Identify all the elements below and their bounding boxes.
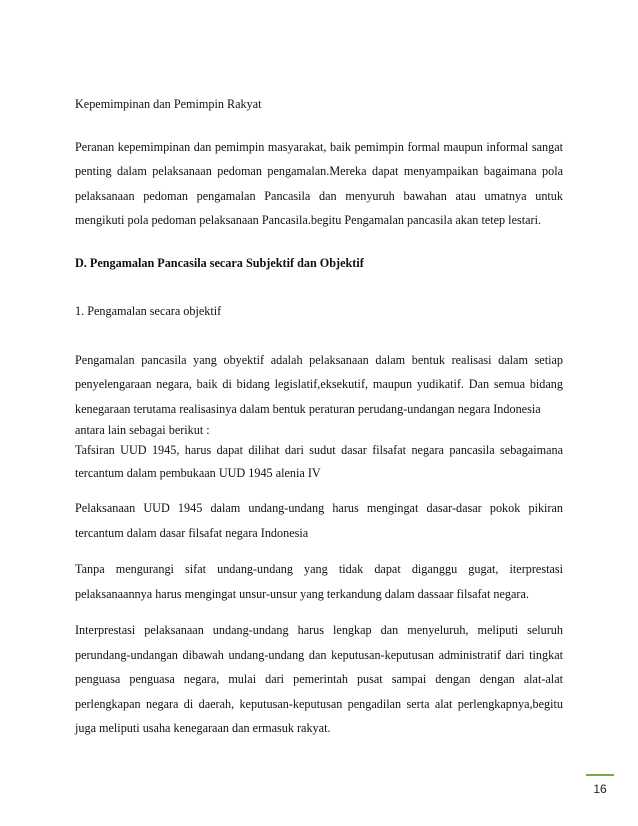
subheading-kepemimpinan: Kepemimpinan dan Pemimpin Rakyat [75, 97, 262, 111]
paragraph-tafsiran: Tafsiran UUD 1945, harus dapat dilihat dari sudut dasar filsafat negara pancasila sebagaimana tercantum dalam pembukaan UUD 1945 alenia IV [75, 443, 563, 480]
page-content [75, 92, 563, 741]
section-heading: D. Pengamalan Pancasila secara Subjektif dan Objektif [75, 255, 364, 270]
page-number: 16 [586, 774, 614, 800]
paragraph-pelaksanaan: Pelaksanaan UUD 1945 dalam undang-undang harus mengingat dasar-dasar pokok pikiran tercantum dalam dasar filsafat negara Indonesia [75, 501, 563, 540]
paragraph-antara-lain: antara lain sebagai berikut : [75, 423, 210, 437]
subheading-objektif: 1. Pengamalan secara objektif [75, 304, 222, 318]
paragraph-tanpa-mengurangi: Tanpa mengurangi sifat undang-undang yang tidak dapat diganggu gugat, iterprestasi pelaksanaannya harus mengingat unsur-unsur yang terkandung dalam dassaar filsafat negara. [75, 562, 563, 601]
paragraph-kepemimpinan: Peranan kepemimpinan dan pemimpin masyarakat, baik pemimpin formal maupun informal sangat penting dalam pelaksanaan pedoman pengamalan.Mereka dapat menyampaikan bagaimana pola pelaksanaan pedoman pengamalan Pancasila dan menyuruh bawahan atau umatnya untuk mengikuti pola pedoman pelaksanaan Pancasila.begitu Pengamalan pancasila akan tetep lestari. [75, 139, 563, 227]
paragraph-pengamalan-objektif: Pengamalan pancasila yang obyektif adalah pelaksanaan dalam bentuk realisasi dalam setiap penyelengaraan negara, baik di bidang legislatif,eksekutif, maupun yudikatif. Dan semua bidang kenegaraan terutama realisasinya dalam bentuk peraturan perudang-undangan negara Indonesia [75, 352, 563, 416]
paragraph-interprestasi: Interprestasi pelaksanaan undang-undang harus lengkap dan menyeluruh, meliputi seluruh perundang-undangan dibawah undang-undang dan keputusan-keputusan administratif dari tingkat penguasa penguasa negara, mulai dari pemerintah pusat sampai dengan dengan alat-alat perlengkapan negara di daerah, keputusan-keputusan pengadilan serta alat perlengkapnya,begitu juga meliputi usaha kenegaraan dan ermasuk rakyat. [75, 623, 563, 735]
